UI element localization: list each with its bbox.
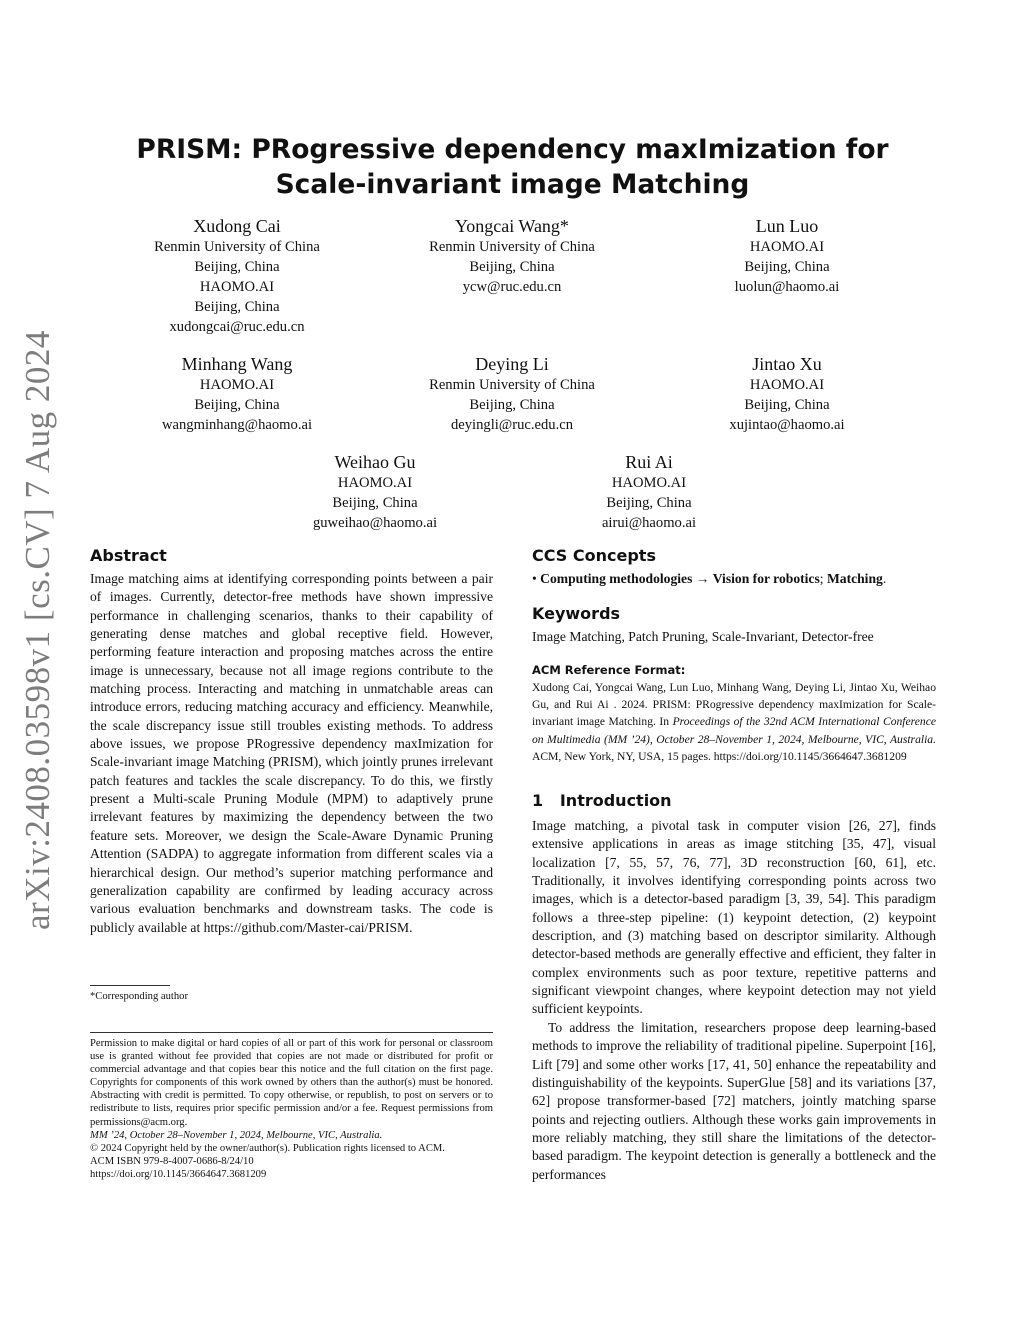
keywords-text: Image Matching, Patch Pruning, Scale-Invariant, Detector-free xyxy=(532,629,874,645)
ccs-concept: Matching xyxy=(826,571,883,586)
ccs-separator: ; xyxy=(819,571,827,586)
right-column xyxy=(532,546,936,1184)
author-email: deyingli@ruc.edu.cn xyxy=(450,417,574,433)
author-email: wangminhang@haomo.ai xyxy=(161,417,313,433)
author-affiliation: HAOMO.AI xyxy=(749,239,825,255)
intro-paragraph-2: To address the limitation, researchers propose deep learning-based methods to improve the reliability of traditional pipeline. Superpoint [16], Lift [79] and some other works [17, 41, 50] enhance the repeatability and distinguishability of the keypoints. SuperGlue [58] and its variations [37, 62] propose transformer-based [72] matchers, jointly matching sparse points and rejecting outliers. Although these works gain improvements in more reliably matching, they still share the limitations of the detector-based paradigm. The keypoint detection is generally a bottleneck and the performances xyxy=(532,1019,936,1182)
author-affiliation: Renmin University of China xyxy=(154,239,320,255)
ccs-concepts xyxy=(532,570,936,588)
author-email: guweihao@haomo.ai xyxy=(312,515,438,531)
reference-authors: Xudong Cai, Yongcai Wang, Lun Luo, Minhang Wang, Deying Li, Jintao Xu, Weihao Gu, and Rui Ai . 2024. PRISM: PRogressive dependency maxImization for Scale-invariant image Matching. In xyxy=(532,681,936,729)
author-name: Rui Ai xyxy=(625,452,673,472)
author-location: Beijing, China xyxy=(469,259,555,275)
author-name: Lun Luo xyxy=(755,216,819,236)
copyright-line: © 2024 Copyright held by the owner/author(s). Publication rights licensed to ACM. xyxy=(90,1142,445,1154)
reference-publisher: ACM, New York, NY, USA, 15 pages. https://doi.org/10.1145/3664647.3681209 xyxy=(532,749,907,763)
venue-line: MM ’24, October 28–November 1, 2024, Melbourne, VIC, Australia. xyxy=(90,1129,383,1141)
author-location: Beijing, China xyxy=(744,397,830,413)
author-location: Beijing, China xyxy=(744,259,830,275)
abstract-heading: Abstract xyxy=(90,546,167,565)
author-name: Weihao Gu xyxy=(334,452,416,472)
author-block xyxy=(662,353,912,435)
author-name: Jintao Xu xyxy=(752,354,822,374)
reference-heading: ACM Reference Format: xyxy=(532,662,686,677)
author-email: xujintao@haomo.ai xyxy=(729,417,845,433)
author-name: Minhang Wang xyxy=(181,354,293,374)
intro-paragraph-1: Image matching, a pivotal task in computer vision [26, 27], finds extensive applications in areas as image stitching [35, 47], visual localization [7, 55, 57, 76, 77], 3D reconstruction [60, 61], etc. Traditionally, it involves identifying corresponding points across two images, which is a detector-based paradigm [3, 39, 54]. This paradigm follows a three-step pipeline: (1) keypoint detection, (2) keypoint description, and (3) matching based on descriptor similarity. Although detector-based methods are generally effective and efficient, they falter in complex environments such as poor texture, repetitive patterns and significant viewpoint changes, where keypoint detection may not yield sufficient keypoints. xyxy=(532,818,936,1017)
author-affiliation: Renmin University of China xyxy=(429,239,595,255)
author-location: Beijing, China xyxy=(194,299,280,315)
author-email: xudongcai@ruc.edu.cn xyxy=(169,319,305,335)
title-line-1: PRISM: PRogressive dependency maxImization for xyxy=(136,134,889,165)
author-location: Beijing, China xyxy=(332,495,418,511)
author-email: ycw@ruc.edu.cn xyxy=(462,279,562,295)
permission-rule xyxy=(90,1032,493,1033)
abstract-text: Image matching aims at identifying corresponding points between a pair of images. Currently, detector-free methods have shown impressive performance in challenging scenarios, thanks to their capability of generating dense matches and global receptive field. However, performing feature interaction and proposing matches across the entire image is unnecessary, because not all image regions contribute to the matching process. Interacting and matching in unmatchable areas can introduce errors, reducing matching accuracy and efficiency. Meanwhile, the scale discrepancy issue still troubles existing methods. To address above issues, we propose PRogressive dependency maxImization for Scale-invariant image Matching (PRISM), which jointly prunes irrelevant patch features and tackles the scale discrepancy. To do this, we firstly present a Multi-scale Pruning Module (MPM) to adaptively prune irrelevant features by maximizing the dependency between the two feature sets. Moreover, we design the Scale-Aware Dynamic Pruning Attention (SADPA) to aggregate information from different scales via a hierarchical design. Our method’s superior matching performance and generalization capability are confirmed by leading accuracy across various evaluation benchmarks and downstream tasks. The code is publicly available at https://github.com/Master-cai/PRISM. xyxy=(90,571,493,935)
ccs-concept: Vision for robotics xyxy=(712,571,820,586)
footnote: *Corresponding author xyxy=(90,991,188,1002)
doi-line: https://doi.org/10.1145/3664647.3681209 xyxy=(90,1168,267,1180)
author-affiliation: HAOMO.AI xyxy=(337,475,413,491)
author-affiliation: HAOMO.AI xyxy=(199,279,275,295)
title-line-2: Scale-invariant image Matching xyxy=(275,169,750,200)
keywords-heading: Keywords xyxy=(532,604,621,624)
isbn-line: ACM ISBN 979-8-4007-0686-8/24/10 xyxy=(90,1155,254,1167)
author-name: Yongcai Wang* xyxy=(455,216,569,236)
abstract-section xyxy=(90,546,493,937)
introduction-heading: 1 Introduction xyxy=(532,791,672,811)
reference-text xyxy=(532,679,936,765)
author-name: Xudong Cai xyxy=(193,216,281,236)
footnote-rule xyxy=(90,985,170,986)
author-block xyxy=(250,451,500,533)
author-affiliation: HAOMO.AI xyxy=(199,377,275,393)
author-block xyxy=(112,353,362,435)
author-location: Beijing, China xyxy=(194,397,280,413)
ccs-concept: Computing methodologies xyxy=(540,571,693,586)
paper-title xyxy=(90,132,935,202)
ccs-bullet: • xyxy=(532,571,541,586)
author-block xyxy=(524,451,774,533)
author-block xyxy=(387,215,637,297)
author-block xyxy=(387,353,637,435)
permission-text: Permission to make digital or hard copies of all or part of this work for personal or classroom use is granted without fee provided that copies are not made or distributed for profit or commercial advantage and that copies bear this notice and the full citation on the first page. Copyrights for components of this work owned by others than the author(s) must be honored. Abstracting with credit is permitted. To copy otherwise, or republish, to post on servers or to redistribute to lists, requires prior specific permission and/or a fee. Request permissions from permissions@acm.org. xyxy=(90,1038,493,1128)
author-location: Beijing, China xyxy=(194,259,280,275)
author-location: Beijing, China xyxy=(469,397,555,413)
ccs-arrow: → xyxy=(692,571,713,586)
author-affiliation: HAOMO.AI xyxy=(749,377,825,393)
author-email: airui@haomo.ai xyxy=(601,515,697,531)
reference-venue: Proceedings of the 32nd ACM International Conference on Multimedia (MM ’24), October 28–November 1, 2024, Melbourne, VIC, Australia. xyxy=(532,715,936,746)
author-email: luolun@haomo.ai xyxy=(734,279,840,295)
author-affiliation: Renmin University of China xyxy=(429,377,595,393)
author-name: Deying Li xyxy=(475,354,549,374)
author-block xyxy=(112,215,362,337)
ccs-end: . xyxy=(882,571,887,586)
ccs-heading: CCS Concepts xyxy=(532,546,656,565)
author-affiliation: HAOMO.AI xyxy=(611,475,687,491)
arxiv-stamp: arXiv:2408.03598v1 [cs.CV] 7 Aug 2024 xyxy=(18,330,57,930)
author-block xyxy=(662,215,912,297)
author-location: Beijing, China xyxy=(606,495,692,511)
permission-block xyxy=(90,1037,493,1181)
